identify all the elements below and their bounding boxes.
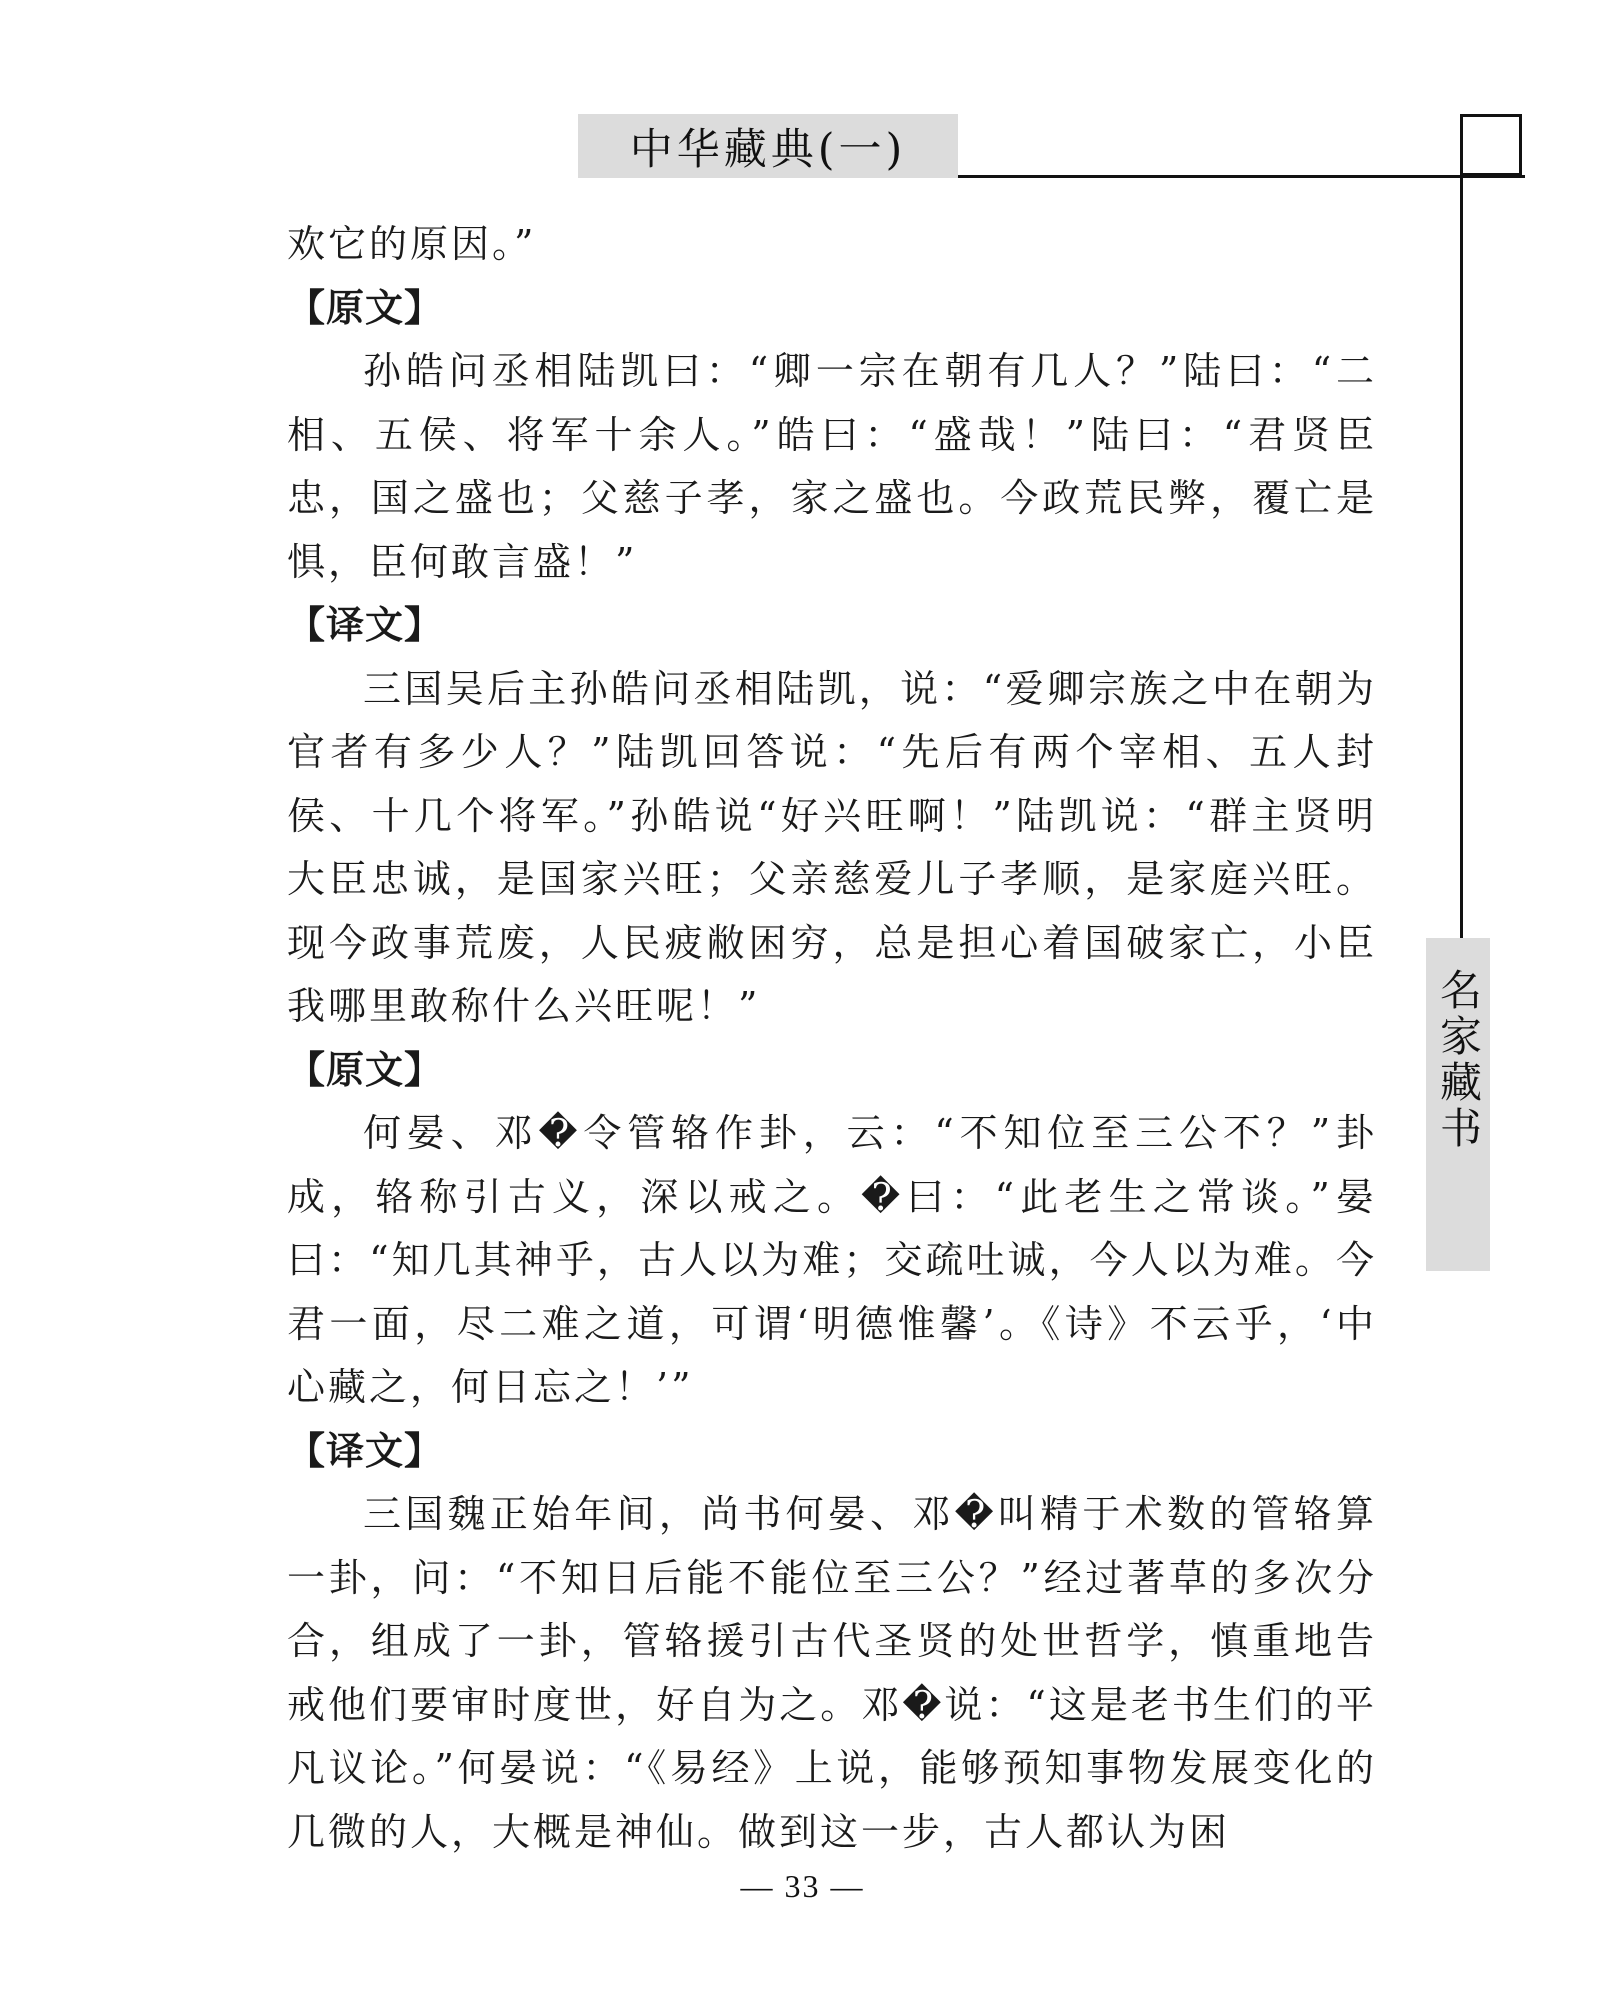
side-tab	[1426, 938, 1490, 1271]
original-text-paragraph: 孙皓问丞相陆凯曰：“卿一宗在朝有几人？”陆曰：“二相、五侯、将军十余人。”皓曰：“盛哉！”陆曰：“君贤臣忠，国之盛也；父慈子孝，家之盛也。今政荒民弊，覆亡是惧，臣何敢言盛！”	[287, 349, 1377, 584]
side-rule	[1460, 176, 1463, 938]
running-header	[578, 114, 958, 178]
section-heading-original: 【原文】	[287, 285, 444, 330]
section-heading-original: 【原文】	[287, 1047, 444, 1092]
continuation-text: 欢它的原因。”	[287, 222, 537, 266]
page-number: — 33 —	[740, 1868, 865, 1904]
header-rule	[958, 175, 1525, 178]
section-heading-translation: 【译文】	[287, 603, 444, 647]
original-text-paragraph: 何晏、邓�令管辂作卦，云：“不知位至三公不？”卦成，辂称引古义，深以戒之。�曰：“此老生之常谈。”晏曰：“知几其神乎，古人以为难；交疏吐诚，今人以为难。今君一面，尽二难之道，可谓‘明德惟馨’。《诗》不云乎，‘中心藏之，何日忘之！’”	[287, 1111, 1377, 1409]
translation-paragraph: 三国吴后主孙皓问丞相陆凯，说：“爱卿宗族之中在朝为官者有多少人？”陆凯回答说：“先后有两个宰相、五人封侯、十几个将军。”孙皓说“好兴旺啊！”陆凯说：“群主贤明大臣忠诚，是国家兴旺；父亲慈爱儿子孝顺，是家庭兴旺。现今政事荒废，人民疲敝困穷，总是担心着国破家亡，小臣我哪里敢称什么兴旺呢！”	[287, 666, 1377, 1028]
section-heading-translation: 【译文】	[287, 1428, 444, 1473]
translation-paragraph: 三国魏正始年间，尚书何晏、邓�叫精于术数的管辂算一卦，问：“不知日后能不能位至三公？”经过著草的多次分合，组成了一卦，管辂援引古代圣贤的处世哲学，慎重地告戒他们要审时度世，好自为之。邓�说：“这是老书生们的平凡议论。”何晏说：“《易经》上说，能够预知事物发展变化的几微的人，大概是神仙。做到这一步，古人都认为困	[287, 1492, 1377, 1854]
page-body	[287, 213, 1377, 1864]
corner-box-decoration	[1460, 114, 1522, 176]
book-title: 中华藏典(一)	[629, 124, 907, 175]
side-tab-label: 名家藏书	[1434, 968, 1483, 1152]
